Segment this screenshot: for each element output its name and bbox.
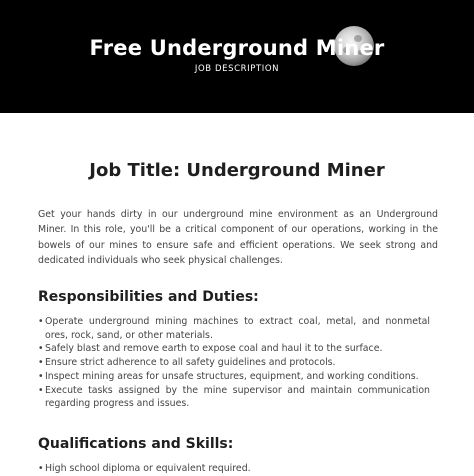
list-item bbox=[38, 356, 430, 370]
list-item bbox=[38, 342, 430, 356]
intro-paragraph: Get your hands dirty in our underground mine environment as an Underground Miner. In this role, you'll be a critical component of our operations, working in the bowels of our mines to ensure safe and efficient operations. We seek strong and dedicated individuals who seek physical challenges. bbox=[38, 209, 438, 266]
banner-subtitle: JOB DESCRIPTION bbox=[194, 64, 280, 74]
banner-title: Free Underground Miner bbox=[89, 36, 385, 60]
bullet-glyph: • bbox=[38, 463, 44, 474]
bullet-glyph: • bbox=[38, 370, 44, 382]
job-title-heading: Job Title: Underground Miner bbox=[89, 160, 385, 181]
list-item bbox=[38, 315, 430, 342]
bullet-glyph: • bbox=[38, 343, 44, 355]
list-item bbox=[38, 384, 430, 411]
responsibilities-list bbox=[38, 315, 430, 411]
list-item-text: Operate underground mining machines to extract coal, metal, and nonmetal ores, rock, sand, or other materials. bbox=[45, 316, 430, 341]
bullet-glyph: • bbox=[38, 357, 44, 369]
list-item-text: Inspect mining areas for unsafe structures, equipment, and working conditions. bbox=[45, 370, 419, 382]
list-item-text: Ensure strict adherence to all safety guidelines and protocols. bbox=[45, 357, 336, 369]
header-banner bbox=[0, 0, 474, 113]
list-item-text: Execute tasks assigned by the mine supervisor and maintain communication regarding progress and issues. bbox=[45, 384, 430, 410]
list-item-text: High school diploma or equivalent required. bbox=[45, 463, 251, 474]
list-item bbox=[38, 370, 430, 384]
list-item-text: Safely blast and remove earth to expose coal and haul it to the surface. bbox=[45, 343, 383, 355]
bullet-glyph: • bbox=[38, 384, 44, 396]
qualifications-heading: Qualifications and Skills: bbox=[38, 436, 234, 452]
responsibilities-heading: Responsibilities and Duties: bbox=[38, 289, 259, 305]
bullet-glyph: • bbox=[38, 316, 44, 327]
